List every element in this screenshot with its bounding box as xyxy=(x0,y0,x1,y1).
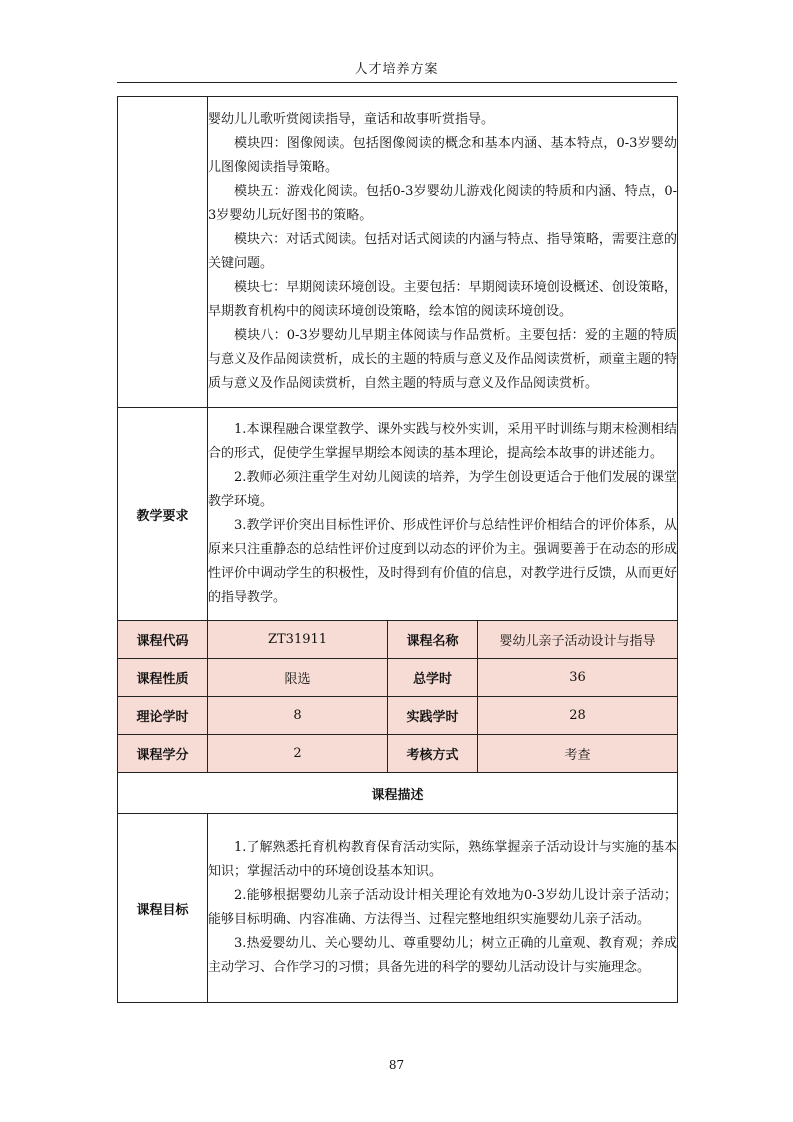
module-content-row xyxy=(118,97,678,408)
practice-hours-label: 实践学时 xyxy=(388,697,478,735)
module-content-cell xyxy=(208,97,678,408)
course-nature-row xyxy=(118,659,678,697)
credit-value: 2 xyxy=(208,735,388,773)
credit-row xyxy=(118,735,678,773)
objectives-cell xyxy=(208,814,678,1003)
assessment-value: 考查 xyxy=(478,735,678,773)
module-paragraph: 模块八：0-3岁婴幼儿早期主体阅读与作品赏析。主要包括：爱的主题的特质与意义及作品阅读赏析，成长的主题的特质与意义及作品阅读赏析，顽童主题的特质与意义及作品阅读赏析，自然主题的特质与意义及作品阅读赏析。 xyxy=(208,328,678,391)
teaching-requirements-cell xyxy=(208,408,678,621)
empty-label-cell xyxy=(118,97,208,408)
theory-hours-value: 8 xyxy=(208,697,388,735)
course-description-heading: 课程描述 xyxy=(118,773,678,814)
assessment-label: 考核方式 xyxy=(388,735,478,773)
objective-paragraph: 2.能够根据婴幼儿亲子活动设计相关理论有效地为0-3岁幼儿设计亲子活动；能够目标明确、内容准确、方法得当、过程完整地组织实施婴幼儿亲子活动。 xyxy=(208,888,678,927)
teaching-paragraph: 1.本课程融合课堂教学、课外实践与校外实训，采用平时训练与期末检测相结合的形式，促使学生掌握早期绘本阅读的基本理论，提高绘本故事的讲述能力。 xyxy=(208,422,678,461)
course-name-label: 课程名称 xyxy=(388,621,478,659)
description-header-row xyxy=(118,773,678,814)
module-paragraph: 模块五：游戏化阅读。包括0-3岁婴幼儿游戏化阅读的特质和内涵、特点，0-3岁婴幼儿玩好图书的策略。 xyxy=(208,184,678,223)
objective-paragraph: 3.热爱婴幼儿、关心婴幼儿、尊重婴幼儿；树立正确的儿童观、教育观；养成主动学习、合作学习的习惯；具备先进的科学的婴幼儿活动设计与实施理念。 xyxy=(208,936,678,975)
objectives-label: 课程目标 xyxy=(118,814,208,1003)
course-nature-value: 限选 xyxy=(208,659,388,697)
header-divider xyxy=(117,82,677,83)
theory-hours-row xyxy=(118,697,678,735)
course-code-value: ZT31911 xyxy=(208,621,388,659)
teaching-paragraph: 2.教师必须注重学生对幼儿阅读的培养，为学生创设更适合于他们发展的课堂教学环境。 xyxy=(208,470,678,509)
course-code-row xyxy=(118,621,678,659)
practice-hours-value: 28 xyxy=(478,697,678,735)
course-name-value: 婴幼儿亲子活动设计与指导 xyxy=(478,621,678,659)
objectives-row xyxy=(118,814,678,1003)
total-hours-label: 总学时 xyxy=(388,659,478,697)
page-header-title: 人才培养方案 xyxy=(354,62,439,77)
module-paragraph: 模块六：对话式阅读。包括对话式阅读的内涵与特点、指导策略，需要注意的关键问题。 xyxy=(208,232,678,271)
objective-paragraph: 1.了解熟悉托育机构教育保育活动实际，熟练掌握亲子活动设计与实施的基本知识；掌握活动中的环境创设基本知识。 xyxy=(208,840,678,879)
course-table xyxy=(117,96,678,1003)
course-code-label: 课程代码 xyxy=(118,621,208,659)
theory-hours-label: 理论学时 xyxy=(118,697,208,735)
course-nature-label: 课程性质 xyxy=(118,659,208,697)
teaching-requirements-label: 教学要求 xyxy=(118,408,208,621)
module-paragraph: 模块四：图像阅读。包括图像阅读的概念和基本内涵、基本特点，0-3岁婴幼儿图像阅读指导策略。 xyxy=(208,136,678,175)
total-hours-value: 36 xyxy=(478,659,678,697)
teaching-paragraph: 3.教学评价突出目标性评价、形成性评价与总结性评价相结合的评价体系，从原来只注重静态的总结性评价过度到以动态的评价为主。强调要善于在动态的形成性评价中调动学生的积极性，及时得到有价值的信息，对教学进行反馈，从而更好的指导教学。 xyxy=(208,518,678,605)
module-paragraph: 婴幼儿儿歌听赏阅读指导，童话和故事听赏指导。 xyxy=(208,112,495,127)
teaching-requirements-row xyxy=(118,408,678,621)
credit-label: 课程学分 xyxy=(118,735,208,773)
page-number: 87 xyxy=(388,1058,405,1072)
module-paragraph: 模块七：早期阅读环境创设。主要包括：早期阅读环境创设概述、创设策略，早期教育机构中的阅读环境创设策略，绘本馆的阅读环境创设。 xyxy=(208,280,678,319)
